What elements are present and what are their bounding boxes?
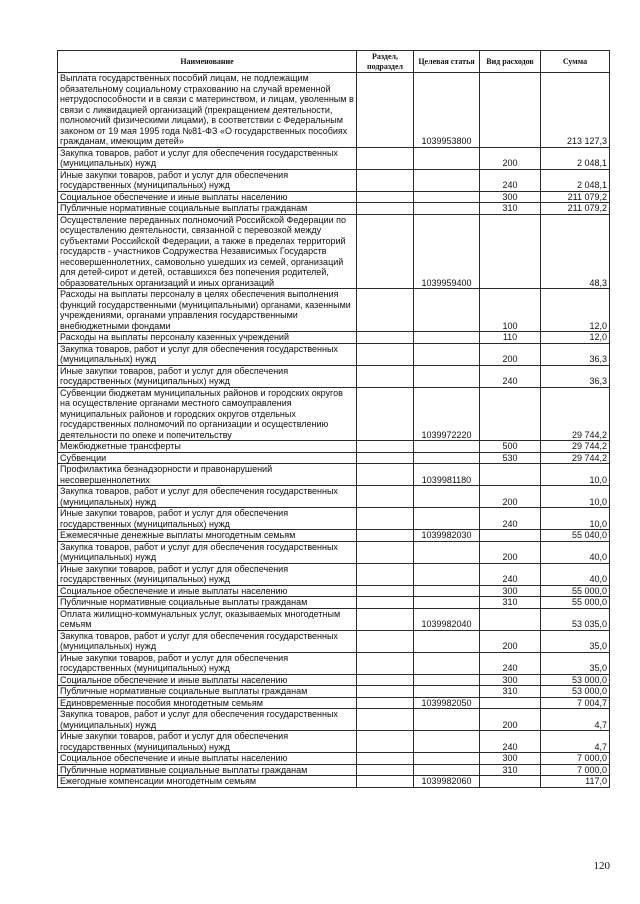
table-row — [58, 332, 610, 344]
table-row — [58, 776, 610, 788]
cell-sum: 10,0 — [541, 464, 610, 486]
cell-kind: 240 — [480, 365, 541, 387]
cell-target: 1039953800 — [414, 73, 480, 148]
table-row — [58, 731, 610, 753]
cell-sum: 7 000,0 — [541, 764, 610, 776]
cell-kind: 530 — [480, 452, 541, 464]
cell-section — [357, 731, 414, 753]
cell-name: Иные закупки товаров, работ и услуг для обеспечения государственных (муниципальных) нужд — [58, 652, 357, 674]
cell-name: Закупка товаров, работ и услуг для обеспечения государственных (муниципальных) нужд — [58, 147, 357, 169]
cell-name: Публичные нормативные социальные выплаты гражданам — [58, 597, 357, 609]
cell-sum: 4,7 — [541, 731, 610, 753]
cell-kind — [480, 608, 541, 630]
header-kind: Вид расходов — [480, 51, 541, 73]
cell-name: Социальное обеспечение и иные выплаты населению — [58, 753, 357, 765]
cell-sum: 48,3 — [541, 214, 610, 289]
cell-name: Расходы на выплаты персоналу казенных учреждений — [58, 332, 357, 344]
cell-kind: 200 — [480, 630, 541, 652]
cell-target — [414, 441, 480, 453]
cell-section — [357, 169, 414, 191]
cell-section — [357, 541, 414, 563]
cell-name: Закупка товаров, работ и услуг для обеспечения государственных (муниципальных) нужд — [58, 630, 357, 652]
cell-target — [414, 731, 480, 753]
cell-kind — [480, 464, 541, 486]
cell-kind: 300 — [480, 674, 541, 686]
cell-section — [357, 441, 414, 453]
table-row — [58, 147, 610, 169]
cell-kind: 200 — [480, 709, 541, 731]
cell-target: 1039982030 — [414, 530, 480, 542]
cell-name: Социальное обеспечение и иные выплаты населению — [58, 585, 357, 597]
cell-target — [414, 597, 480, 609]
cell-target: 1039982040 — [414, 608, 480, 630]
cell-target: 1039982060 — [414, 776, 480, 788]
cell-section — [357, 203, 414, 215]
table-row — [58, 597, 610, 609]
cell-kind: 240 — [480, 652, 541, 674]
cell-section — [357, 387, 414, 441]
cell-name: Социальное обеспечение и иные выплаты населению — [58, 191, 357, 203]
cell-name: Субвенции — [58, 452, 357, 464]
cell-sum: 2 048,1 — [541, 169, 610, 191]
cell-target — [414, 332, 480, 344]
cell-kind: 200 — [480, 343, 541, 365]
cell-name: Закупка товаров, работ и услуг для обеспечения государственных (муниципальных) нужд — [58, 541, 357, 563]
cell-sum: 35,0 — [541, 630, 610, 652]
cell-section — [357, 697, 414, 709]
cell-section — [357, 452, 414, 464]
cell-name: Субвенции бюджетам муниципальных районов и городских округов на осуществление органами местного самоуправления муниципальных районов и городских округов отдельных государственных полномочий по организации и осуществлению деятельности по опеке и попечительству — [58, 387, 357, 441]
cell-section — [357, 753, 414, 765]
cell-section — [357, 289, 414, 332]
cell-name: Иные закупки товаров, работ и услуг для обеспечения государственных (муниципальных) нужд — [58, 365, 357, 387]
cell-section — [357, 709, 414, 731]
cell-name: Закупка товаров, работ и услуг для обеспечения государственных (муниципальных) нужд — [58, 709, 357, 731]
table-row — [58, 464, 610, 486]
table-row — [58, 530, 610, 542]
cell-kind — [480, 214, 541, 289]
cell-name: Иные закупки товаров, работ и услуг для обеспечения государственных (муниципальных) нужд — [58, 169, 357, 191]
cell-target: 1039972220 — [414, 387, 480, 441]
budget-sheet — [57, 50, 609, 788]
table-row — [58, 753, 610, 765]
table-row — [58, 764, 610, 776]
cell-section — [357, 464, 414, 486]
cell-sum: 12,0 — [541, 332, 610, 344]
cell-kind: 240 — [480, 731, 541, 753]
cell-kind: 300 — [480, 585, 541, 597]
cell-target — [414, 563, 480, 585]
cell-section — [357, 191, 414, 203]
cell-section — [357, 486, 414, 508]
cell-target: 1039982050 — [414, 697, 480, 709]
cell-kind: 240 — [480, 508, 541, 530]
table-row — [58, 365, 610, 387]
cell-section — [357, 652, 414, 674]
cell-kind — [480, 530, 541, 542]
cell-section — [357, 508, 414, 530]
cell-name: Публичные нормативные социальные выплаты гражданам — [58, 203, 357, 215]
cell-sum: 29 744,2 — [541, 441, 610, 453]
cell-target — [414, 486, 480, 508]
cell-target — [414, 764, 480, 776]
cell-sum: 29 744,2 — [541, 387, 610, 441]
cell-kind: 200 — [480, 541, 541, 563]
cell-name: Социальное обеспечение и иные выплаты населению — [58, 674, 357, 686]
cell-sum: 40,0 — [541, 541, 610, 563]
cell-name: Профилактика безнадзорности и правонарушений несовершеннолетних — [58, 464, 357, 486]
header-target: Целевая статья — [414, 51, 480, 73]
cell-name: Осуществление переданных полномочий Российской Федерации по осуществлению деятельности, связанной с перевозкой между субъектами Российской Федерации, а также в пределах территорий государств - участников Содружества Независимых Государств несовершеннолетних, самовольно ушедших из семей, организаций для детей-сирот и детей, оставшихся без попечения родителей, образовательных организаций и иных организаций — [58, 214, 357, 289]
cell-name: Закупка товаров, работ и услуг для обеспечения государственных (муниципальных) нужд — [58, 343, 357, 365]
cell-section — [357, 764, 414, 776]
cell-sum: 36,3 — [541, 343, 610, 365]
cell-sum: 29 744,2 — [541, 452, 610, 464]
table-row — [58, 203, 610, 215]
cell-target: 1039959400 — [414, 214, 480, 289]
table-row — [58, 630, 610, 652]
cell-kind — [480, 387, 541, 441]
cell-kind: 500 — [480, 441, 541, 453]
cell-sum: 55 000,0 — [541, 585, 610, 597]
cell-section — [357, 674, 414, 686]
cell-section — [357, 563, 414, 585]
table-row — [58, 652, 610, 674]
cell-target — [414, 753, 480, 765]
cell-sum: 36,3 — [541, 365, 610, 387]
cell-name: Иные закупки товаров, работ и услуг для обеспечения государственных (муниципальных) нужд — [58, 731, 357, 753]
cell-kind: 240 — [480, 169, 541, 191]
table-row — [58, 563, 610, 585]
table-row — [58, 674, 610, 686]
cell-kind: 110 — [480, 332, 541, 344]
table-row — [58, 697, 610, 709]
table-row — [58, 191, 610, 203]
cell-sum: 53 000,0 — [541, 686, 610, 698]
cell-name: Оплата жилищно-коммунальных услуг, оказываемых многодетным семьям — [58, 608, 357, 630]
cell-section — [357, 365, 414, 387]
page-number: 120 — [593, 860, 610, 872]
cell-target — [414, 585, 480, 597]
cell-kind: 310 — [480, 203, 541, 215]
cell-name: Выплата государственных пособий лицам, не подлежащим обязательному социальному страхованию на случай временной нетрудоспособности и в связи с материнством, и лицам, уволенным в связи с ликвидацией организаций (прекращением деятельности, полномочий физическими лицами), в соответствии с Федеральным законом от 19 мая 1995 года №81-ФЗ «О государственных пособиях гражданам, имеющим детей» — [58, 73, 357, 148]
cell-kind — [480, 697, 541, 709]
cell-section — [357, 530, 414, 542]
table-row — [58, 709, 610, 731]
table-row — [58, 441, 610, 453]
cell-kind: 100 — [480, 289, 541, 332]
cell-sum: 40,0 — [541, 563, 610, 585]
cell-section — [357, 686, 414, 698]
table-row — [58, 289, 610, 332]
cell-target — [414, 289, 480, 332]
cell-target — [414, 191, 480, 203]
table-row — [58, 608, 610, 630]
cell-section — [357, 332, 414, 344]
cell-name: Закупка товаров, работ и услуг для обеспечения государственных (муниципальных) нужд — [58, 486, 357, 508]
cell-section — [357, 147, 414, 169]
cell-sum: 53 000,0 — [541, 674, 610, 686]
cell-target — [414, 674, 480, 686]
cell-target — [414, 686, 480, 698]
cell-target — [414, 630, 480, 652]
cell-section — [357, 630, 414, 652]
cell-kind — [480, 73, 541, 148]
cell-name: Расходы на выплаты персоналу в целях обеспечения выполнения функций государственными (муниципальными) органами, казенными учреждениями, органами управления государственными внебюджетными фондами — [58, 289, 357, 332]
table-row — [58, 387, 610, 441]
cell-name: Иные закупки товаров, работ и услуг для обеспечения государственных (муниципальных) нужд — [58, 508, 357, 530]
cell-name: Иные закупки товаров, работ и услуг для обеспечения государственных (муниципальных) нужд — [58, 563, 357, 585]
table-row — [58, 541, 610, 563]
cell-section — [357, 73, 414, 148]
cell-target — [414, 203, 480, 215]
cell-sum: 2 048,1 — [541, 147, 610, 169]
cell-target: 1039981180 — [414, 464, 480, 486]
cell-sum: 211 079,2 — [541, 191, 610, 203]
cell-name: Единовременные пособия многодетным семьям — [58, 697, 357, 709]
cell-kind: 310 — [480, 686, 541, 698]
cell-kind: 310 — [480, 764, 541, 776]
cell-section — [357, 597, 414, 609]
cell-kind: 300 — [480, 191, 541, 203]
table-row — [58, 169, 610, 191]
cell-kind: 300 — [480, 753, 541, 765]
cell-kind: 240 — [480, 563, 541, 585]
table-row — [58, 508, 610, 530]
table-row — [58, 486, 610, 508]
cell-kind — [480, 776, 541, 788]
cell-name: Межбюджетные трансферты — [58, 441, 357, 453]
cell-kind: 200 — [480, 147, 541, 169]
table-row — [58, 585, 610, 597]
header-row — [58, 51, 610, 73]
cell-name: Публичные нормативные социальные выплаты гражданам — [58, 686, 357, 698]
cell-name: Ежегодные компенсации многодетным семьям — [58, 776, 357, 788]
cell-target — [414, 343, 480, 365]
cell-target — [414, 541, 480, 563]
cell-sum: 117,0 — [541, 776, 610, 788]
cell-sum: 10,0 — [541, 508, 610, 530]
cell-sum: 12,0 — [541, 289, 610, 332]
cell-kind: 200 — [480, 486, 541, 508]
cell-section — [357, 608, 414, 630]
header-sum: Сумма — [541, 51, 610, 73]
expenditure-table — [57, 50, 610, 788]
cell-section — [357, 343, 414, 365]
table-row — [58, 214, 610, 289]
cell-target — [414, 709, 480, 731]
cell-target — [414, 508, 480, 530]
cell-sum: 53 035,0 — [541, 608, 610, 630]
header-section: Раздел, подраздел — [357, 51, 414, 73]
cell-section — [357, 776, 414, 788]
cell-sum: 10,0 — [541, 486, 610, 508]
cell-sum: 7 004,7 — [541, 697, 610, 709]
cell-sum: 4,7 — [541, 709, 610, 731]
table-row — [58, 686, 610, 698]
cell-target — [414, 169, 480, 191]
cell-sum: 55 040,0 — [541, 530, 610, 542]
cell-section — [357, 214, 414, 289]
cell-sum: 211 079,2 — [541, 203, 610, 215]
table-row — [58, 343, 610, 365]
cell-kind: 310 — [480, 597, 541, 609]
cell-name: Публичные нормативные социальные выплаты гражданам — [58, 764, 357, 776]
cell-target — [414, 652, 480, 674]
table-row — [58, 452, 610, 464]
cell-name: Ежемесячные денежные выплаты многодетным семьям — [58, 530, 357, 542]
table-row — [58, 73, 610, 148]
cell-target — [414, 452, 480, 464]
table-body — [58, 73, 610, 788]
cell-sum: 7 000,0 — [541, 753, 610, 765]
cell-sum: 55 000,0 — [541, 597, 610, 609]
cell-target — [414, 365, 480, 387]
cell-target — [414, 147, 480, 169]
cell-sum: 213 127,3 — [541, 73, 610, 148]
header-name: Наименование — [58, 51, 357, 73]
cell-sum: 35,0 — [541, 652, 610, 674]
cell-section — [357, 585, 414, 597]
